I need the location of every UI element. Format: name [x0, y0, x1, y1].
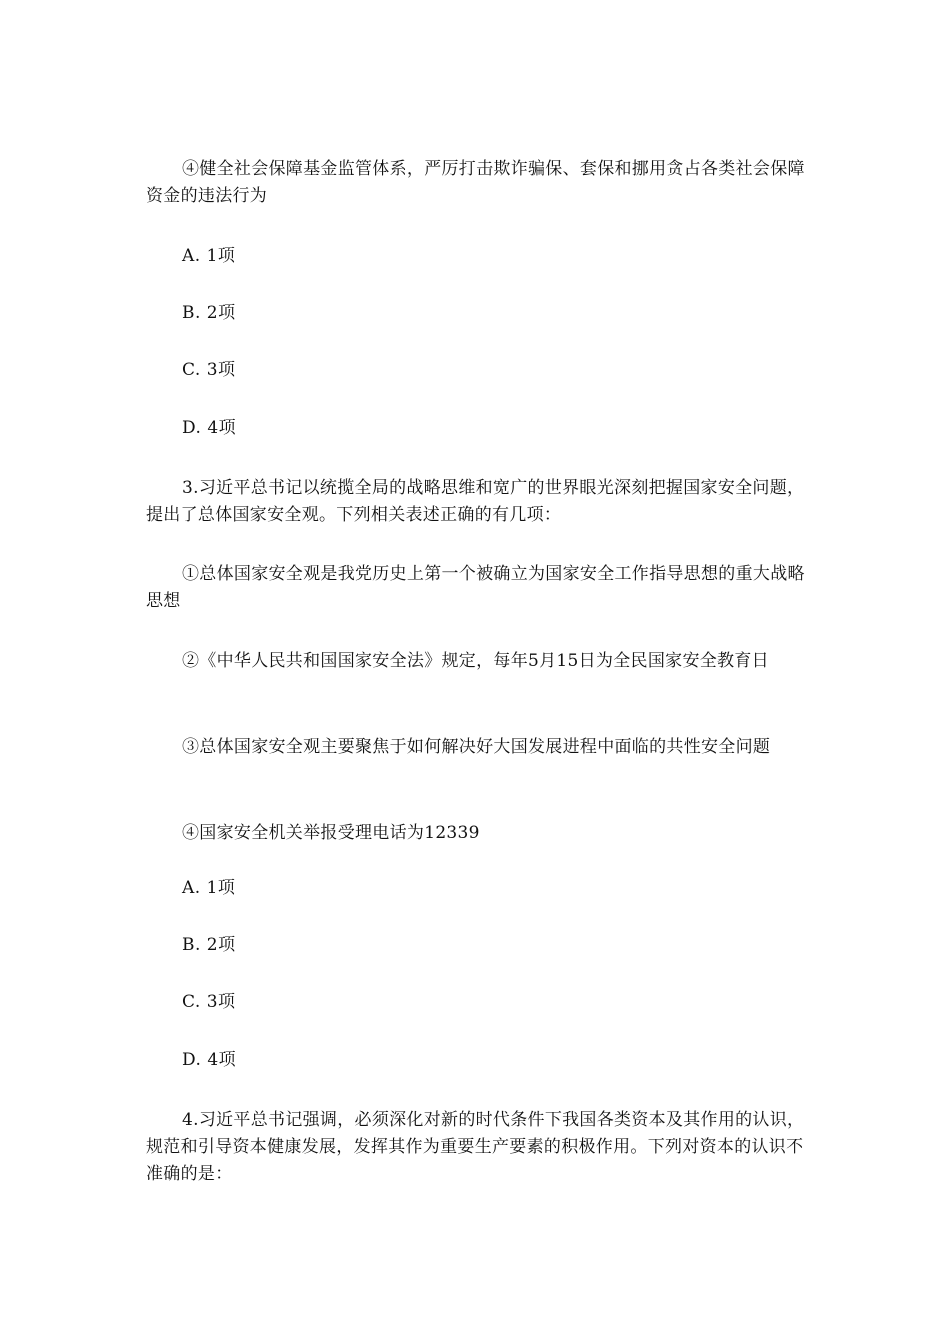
- q2-option-b: B. 2项: [182, 303, 236, 323]
- q3-statement-2: ②《中华人民共和国国家安全法》规定，每年5月15日为全民国家安全教育日: [182, 651, 769, 671]
- q2-option-a: A. 1项: [182, 246, 236, 266]
- q3-statement-4: ④国家安全机关举报受理电话为12339: [182, 823, 480, 843]
- q3-statement-1: ①总体国家安全观是我党历史上第一个被确立为国家安全工作指导思想的重大战略思想: [146, 564, 805, 611]
- q4-stem: 4.习近平总书记强调，必须深化对新的时代条件下我国各类资本及其作用的认识，规范和引导资本健康发展，发挥其作为重要生产要素的积极作用。下列对资本的认识不准确的是：: [146, 1110, 805, 1184]
- q3-option-b: B. 2项: [182, 935, 236, 955]
- q3-option-c: C. 3项: [182, 992, 236, 1012]
- q2-option-d: D. 4项: [182, 418, 237, 438]
- q3-option-d: D. 4项: [182, 1050, 237, 1070]
- q3-option-a: A. 1项: [182, 878, 236, 898]
- q2-option-c: C. 3项: [182, 360, 236, 380]
- q3-statement-3: ③总体国家安全观主要聚焦于如何解决好大国发展进程中面临的共性安全问题: [182, 737, 771, 757]
- q2-statement-4: ④健全社会保障基金监管体系，严厉打击欺诈骗保、套保和挪用贪占各类社会保障资金的违法行为: [146, 159, 805, 206]
- q3-stem: 3.习近平总书记以统揽全局的战略思维和宽广的世界眼光深刻把握国家安全问题，提出了总体国家安全观。下列相关表述正确的有几项：: [146, 478, 805, 525]
